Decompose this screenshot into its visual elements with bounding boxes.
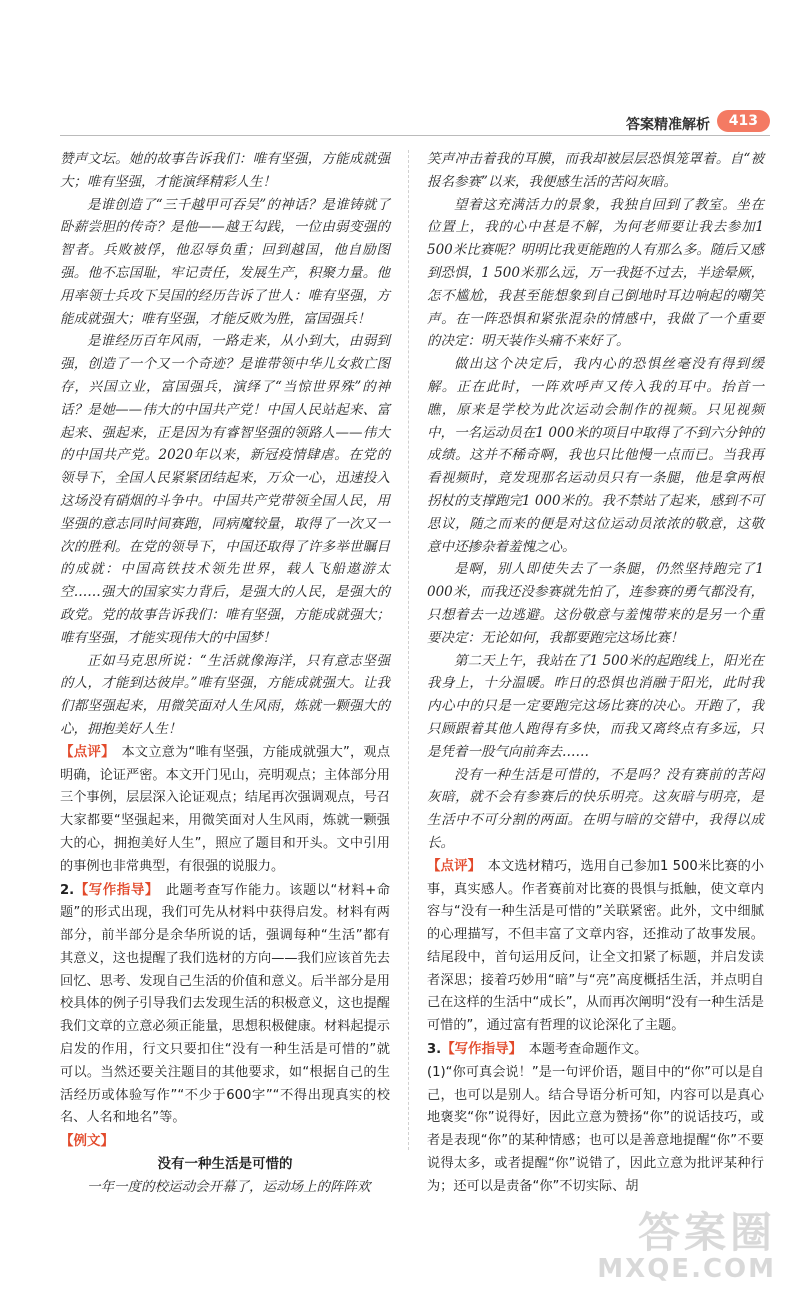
writing-guide-paragraph: (1)“你可真会说！”是一句评价语，题目中的“你”可以是自己，也可以是别人。结合导语分析可知，内容可以是真心地褒奖“你”说得好，因此立意为赞扬“你”的说话技巧，或者是表现“你”的某种情感；也可以是善意地提醒“你”不要说得太多，或者提醒“你”说错了，因此立意为批评某种行为；还可以是责备“你”不切实际、胡 xyxy=(427,1064,764,1194)
essay-paragraph: 没有一种生活是可惜的，不是吗？没有赛前的苦闷灰暗，就不会有参赛后的快乐明亮。这灰暗与明亮，是生活中不可分割的两面。在明与暗的交错中，我得以成长。 xyxy=(427,766,764,851)
writing-guide-text: 本题考查命题作文。 xyxy=(528,1042,648,1058)
right-column xyxy=(427,148,764,1199)
essay-paragraph: 是谁经历百年风雨，一路走来，从小到大，由弱到强，创造了一个又一个奇迹？是谁带领中华儿女救亡图存，兴国立业，富国强兵，演绎了“当惊世界殊”的神话？是她——伟大的中国共产党！中国人民站起来、富起来、强起来，正是因为有睿智坚强的领路人——伟大的中国共产党。2020年以来，新冠疫情肆虐。在党的领导下，全国人民紧紧团结起来，万众一心，迅速投入这场没有硝烟的斗争中。中国共产党带领全国人民，用坚强的意志同时间赛跑，同病魔较量，取得了一次又一次的胜利。在党的领导下，中国还取得了许多举世瞩目的成就：中国高铁技术领先世界，载人飞船遨游太空……强大的国家实力背后，是强大的人民，是强大的政党。党的故事告诉我们：唯有坚强，方能成就强大；唯有坚强，才能实现伟大的中国梦！ xyxy=(60,333,390,646)
header-divider xyxy=(60,135,770,136)
comment-text: 本文选材精巧，选用自己参加1 500米比赛的小事，真实感人。作者赛前对比赛的畏惧与抵触，使文章内容与“没有一种生活是可惜的”关联紧密。此外，文中细腻的心理描写，不但丰富了文章内容，还推动了故事发展。结尾段中，首句运用反问，让全文扣紧了标题，并启发读者深思；接着巧妙用“暗”与“亮”高度概括生活，并点明自己在这样的生活中“成长”，从而再次阐明“没有一种生活是可惜的”，通过富有哲理的议论深化了主题。 xyxy=(427,858,765,1034)
comment-text: 本文立意为“唯有坚强，方能成就强大”，观点明确，论证严密。本文开门见山，亮明观点；主体部分用三个事例，层层深入论证观点；结尾再次强调观点，号召大家都要“坚强起来，用微笑面对人生风雨，炼就一颗强大的心，拥抱美好人生”，照应了题目和开头。文中引用的事例也非常典型，有很强的说服力。 xyxy=(60,744,391,874)
header-title: 答案精准解析 xyxy=(626,117,710,133)
example-tag: 【例文】 xyxy=(60,1133,114,1150)
essay-paragraph: 正如马克思所说：“生活就像海洋，只有意志坚强的人，才能到达彼岸。”唯有坚强，方能成就强大。让我们都坚强起来，用微笑面对人生风雨，炼就一颗强大的心，拥抱美好人生！ xyxy=(60,652,390,737)
question-number: 3. xyxy=(427,1042,442,1058)
essay-paragraph: 是谁创造了“三千越甲可吞吴”的神话？是谁铸就了卧薪尝胆的传奇？是他——越王勾践，一位由弱变强的智者。兵败被俘，他忍辱负重；回到越国，他自励图强。他不忘国耻，牢记责任，发展生产，积聚力量。他用率领士兵攻下吴国的经历告诉了世人：唯有坚强，方能成就强大；唯有坚强，才能反败为胜，富国强兵！ xyxy=(60,196,390,327)
essay-paragraph: 是啊，别人即使失去了一条腿，仍然坚持跑完了1 000米，而我还没参赛就先怕了，连参赛的勇气都没有，只想着去一边逃避。这份敬意与羞愧带来的是另一个重要决定：无论如何，我都要跑完这场比赛！ xyxy=(427,561,764,646)
left-column xyxy=(60,148,390,1199)
essay-paragraph: 赞声文坛。她的故事告诉我们：唯有坚强，方能成就强大；唯有坚强，才能演绎精彩人生！ xyxy=(60,151,390,190)
essay-title: 没有一种生活是可惜的 xyxy=(157,1156,293,1173)
writing-guide-tag: 【写作指导】 xyxy=(74,881,153,898)
column-divider xyxy=(408,150,409,1150)
watermark-url: MXQE.COM xyxy=(597,1254,776,1284)
example-tag-line xyxy=(60,1130,390,1153)
essay-paragraph: 做出这个决定后，我内心的恐惧丝毫没有得到缓解。正在此时，一阵欢呼声又传入我的耳中。抬首一瞧，原来是学校为此次运动会制作的视频。只见视频中，一名运动员在1 000米的项目中取得了不到六分钟的成绩。这并不稀奇啊，我也只比他慢一点而已。当我再看视频时，竟发现那名运动员只有一条腿，他是拿两根拐杖的支撑跑完1 000米的。我不禁站了起来，感到不可思议，随之而来的便是对这位运动员浓浓的敬意，这敬意中还掺杂着羞愧之心。 xyxy=(427,356,764,555)
comment-tag: 【点评】 xyxy=(60,743,109,760)
essay-paragraph: 望着这充满活力的景象，我独自回到了教室。坐在位置上，我的心中甚是不解，为何老师要让我去参加1 500米比赛呢？明明比我更能跑的人有那么多。随后又感到恐惧，1 500米那么远，万一我挺不过去，半途晕厥，怎不尴尬，我甚至能想象到自己倒地时耳边响起的嘲笑声。在一阵恐惧和紧张混杂的情感中，我做了一个重要的决定：明天装作头痛不来好了。 xyxy=(427,196,764,350)
comment-block xyxy=(60,741,390,879)
question-number: 2. xyxy=(60,882,75,898)
comment-block xyxy=(427,855,764,1038)
comment-tag: 【点评】 xyxy=(427,857,475,874)
question-3 xyxy=(427,1038,764,1062)
essay-paragraph: 一年一度的校运动会开幕了，运动场上的阵阵欢 xyxy=(87,1178,371,1195)
question-2 xyxy=(60,879,390,1131)
page-header xyxy=(0,108,800,136)
essay-paragraph: 第二天上午，我站在了1 500米的起跑线上，阳光在我身上，十分温暖。昨日的恐惧也消融于阳光，此时我内心中的只是一定要跑完这场比赛的决心。开跑了，我只顾跟着其他人跑得有多快，而我又离终点有多远，只是凭着一股气向前奔去…… xyxy=(427,652,764,760)
essay-paragraph: 笑声冲击着我的耳膜，而我却被层层恐惧笼罩着。自“被报名参赛”以来，我便感生活的苦闷灰暗。 xyxy=(427,151,764,190)
page-number-badge: 413 xyxy=(717,110,770,132)
writing-guide-text: 此题考查写作能力。该题以“材料+命题”的形式出现，我们可先从材料中获得启发。材料有两部分，前半部分是余华所说的话，强调每种“生活”都有其意义，这也提醒了我们选材的方向——我们应该首先去回忆、思考、发现自己生活的价值和意义。后半部分是用校具体的例子引导我们去发现生活的积极意义，这也提醒我们文章的立意必须正能量，思想积极健康。材料起提示启发的作用，行文只要扣住“没有一种生活是可惜的”就可以。当然还要关注题目的其他要求，如“根据自己的生活经历或体验写作”“不少于600字”“不得出现真实的校名、人名和地名”等。 xyxy=(60,882,391,1126)
writing-guide-tag: 【写作指导】 xyxy=(441,1041,516,1058)
watermark xyxy=(597,1200,776,1284)
watermark-logo-text: 答案圈 xyxy=(637,1208,776,1257)
